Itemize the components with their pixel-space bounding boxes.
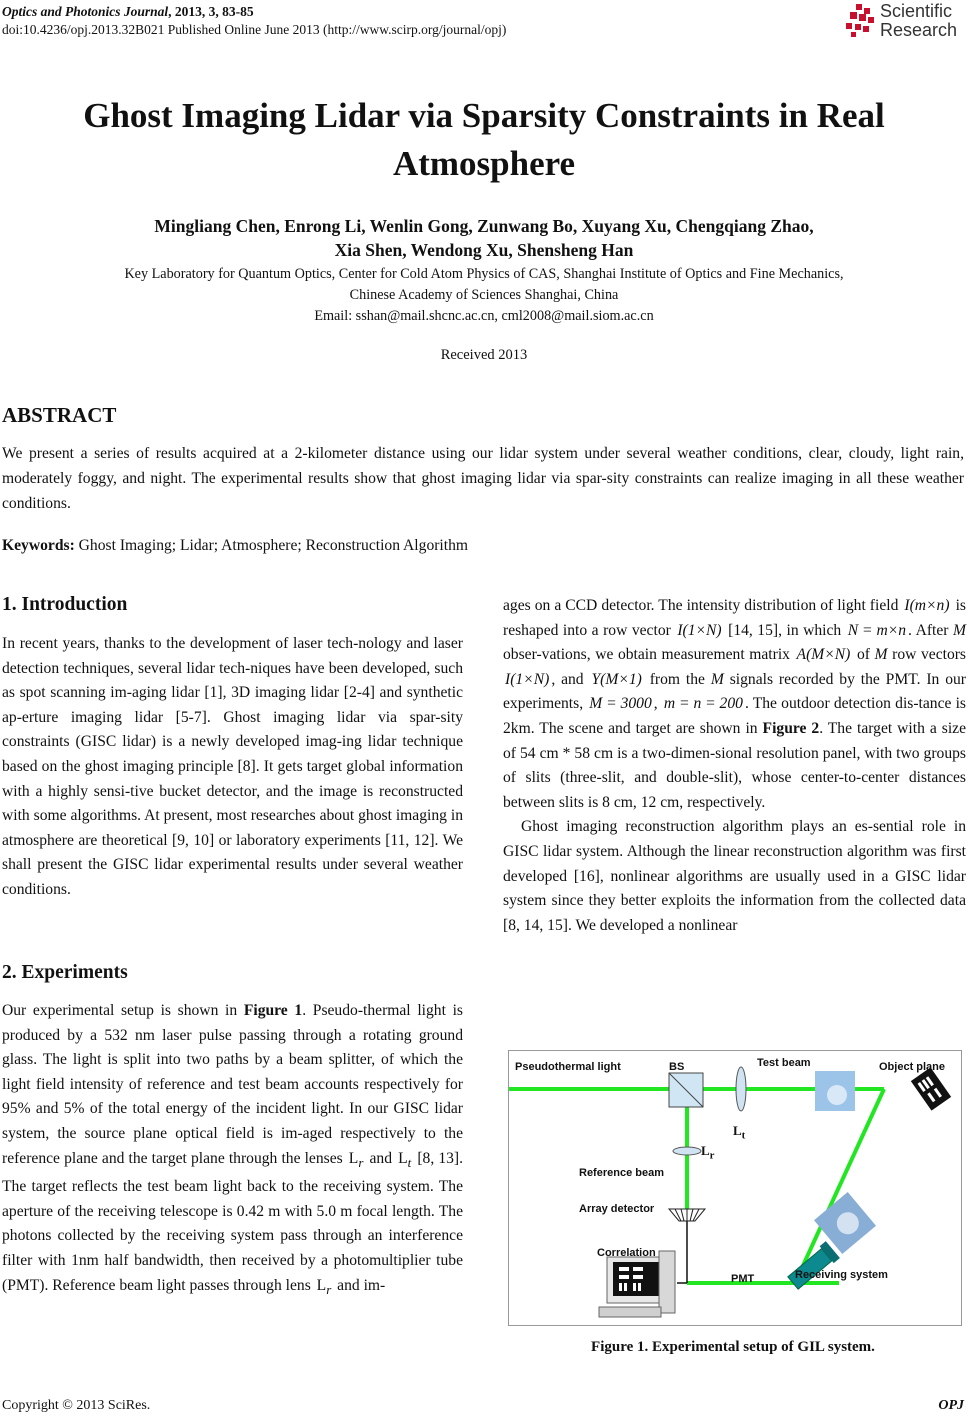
label-pseudothermal: Pseudothermal light	[515, 1061, 621, 1073]
volume-info: , 2013, 3, 83-85	[168, 4, 254, 19]
keywords-label: Keywords:	[2, 537, 75, 554]
scirp-logo	[846, 2, 968, 42]
label-correlation: Correlation	[597, 1247, 656, 1259]
figure-2-ref: Figure 2	[762, 719, 820, 737]
journal-name: Optics and Photonics Journal	[2, 4, 169, 19]
right-column-text	[503, 594, 966, 938]
keywords	[2, 537, 468, 555]
label-reference-beam: Reference beam	[579, 1167, 664, 1179]
affiliation-line-2: Chinese Academy of Sciences Shanghai, China	[349, 287, 619, 303]
affiliation-line-1: Key Laboratory for Quantum Optics, Center for Cold Atom Physics of CAS, Shanghai Institute of Optics and Fine Mechanics,	[124, 266, 844, 282]
figure-1-ref: Figure 1	[243, 1002, 303, 1019]
received-date: Received 2013	[440, 347, 528, 363]
logo-mark-icon	[846, 4, 876, 38]
label-object-plane: Object plane	[879, 1061, 946, 1073]
abstract-heading: ABSTRACT	[2, 403, 117, 427]
logo-text-1: Scientific	[880, 1, 953, 21]
journal-header	[2, 3, 254, 20]
section-2-paragraph: Our experimental setup is shown in Figure 1. Pseudo-thermal light is produced by a 532 nm laser pulse passing through a rotating ground glass. The light is split into two paths by a beam splitter, of which the light field intensity of reference and test beam accounts respectively for 95% and 5% of the total energy of the incident light. In our GISC lidar system, the source plane optical field is im-aged respectively to the reference plane and the target plane through the lenses $L_r$ and $L_t$ [8, 13]. The target reflects the test beam light back to the receiving system. The aperture of the receiving telescope is 0.42 m with 5.0 m focal length. The photons collected by the receiving system pass through an interference filter with 1nm half bandwidth, then received by a photomultiplier tube (PMT). Reference beam light passes through lens $L_r$ and im-	[2, 1002, 464, 1297]
title-line-1: Ghost Imaging Lidar via Sparsity Constraints in Real	[83, 96, 885, 135]
logo-text-2: Research	[880, 20, 958, 40]
authors-line-2: Xia Shen, Wendong Xu, Shensheng Han	[334, 240, 634, 260]
label-bs: BS	[669, 1061, 685, 1073]
keywords-text: Ghost Imaging; Lidar; Atmosphere; Reconstruction Algorithm	[74, 537, 469, 554]
label-lt: $L_t$	[733, 1123, 746, 1142]
label-pmt: PMT	[731, 1273, 755, 1285]
abstract-text: We present a series of results acquired at a 2-kilometer distance using our lidar system under several weather conditions, clear, cloudy, light rain, moderately foggy, and night. The experimental results show that ghost imaging lidar via spar-sity constraints can realize imaging in all these weather conditions.	[2, 445, 964, 512]
object-plane	[911, 1067, 951, 1110]
lens-lt	[736, 1067, 746, 1111]
paper-title	[0, 92, 968, 188]
authors-line-1: Mingliang Chen, Enrong Li, Wenlin Gong, Zunwang Bo, Xuyang Xu, Chengqiang Zhao,	[154, 216, 814, 236]
footer-journal: OPJ	[938, 1398, 964, 1413]
label-test-beam: Test beam	[757, 1057, 811, 1069]
section-2-heading: 2. Experiments	[2, 962, 128, 983]
label-receiving-system: Receiving system	[795, 1269, 888, 1281]
title-line-2: Atmosphere	[392, 144, 576, 183]
label-lr: $L_r$	[701, 1143, 715, 1162]
affiliation	[0, 264, 968, 327]
doi-line: doi:10.4236/opj.2013.32B021 Published Online June 2013 (http://www.scirp.org/journal/opj)	[2, 22, 507, 37]
figure-1-diagram	[508, 1050, 962, 1326]
footer-copyright: Copyright © 2013 SciRes.	[2, 1398, 151, 1413]
authors	[0, 214, 968, 262]
section-1-paragraph: In recent years, thanks to the development of laser tech-nology and laser detection techniques, several lidar tech-niques have been developed, such as spot scanning im-aging lidar [1], 3D imaging lidar [2-4] and synthetic ap-erture imaging lidar [5-7]. Ghost imaging lidar via spar-sity constraints (GISC lidar) is a newly developed imag-ing lidar technique based on the ghost imaging principle [8]. It gets target global information with a highly sensi-tive bucket detector, and the image is reconstructed with some algorithms. At present, most researches about ghost imaging in atmosphere are theoretical [9, 10] or laboratory experiments [11, 12]. We shall present the GISC lidar experimental results under several weather conditions.	[2, 635, 463, 898]
computer-icon	[599, 1251, 675, 1317]
right-paragraph-2: Ghost imaging reconstruction algorithm plays an es-sential role in GISC lidar system. Although the linear reconstruction algorithm was first developed [16], nonlinear algorithms are usually used in a GISC lidar system since they better exploits the information from the collected data [8, 14, 15]. We developed a nonlinear	[503, 818, 966, 934]
right-paragraph-1: ages on a CCD detector. The intensity distribution of light field I(m×n) is reshaped into a row vector I(1×N) [14, 15], in which N = m×n . After M obser-vations, we obtain measurement matrix A(M×N) of M row vectors I(1×N) , and Y(M×1) from the M signals recorded by the PMT. In our experiments, M = 3000 , m = n = 200 . The outdoor detection dis-tance is 2km. The scene and target are shown in Figure 2. The target with a size of 54 cm * 58 cm is a two-dimen-sional resolution panel, with two groups of slits (three-slit, and double-slit), whose center-to-center distances between slits is 8 cm, 12 cm, respectively.	[503, 597, 967, 811]
label-array-detector: Array detector	[579, 1203, 655, 1215]
lens-lr	[673, 1147, 701, 1155]
section-1-text	[2, 632, 463, 903]
section-1-heading: 1. Introduction	[2, 594, 128, 615]
figure-1-caption: Figure 1. Experimental setup of GIL system.	[591, 1339, 875, 1355]
email-line: Email: sshan@mail.shcnc.ac.cn, cml2008@mail.siom.ac.cn	[314, 308, 654, 324]
section-2-text	[2, 999, 463, 1302]
return-beam-line	[795, 1089, 884, 1283]
